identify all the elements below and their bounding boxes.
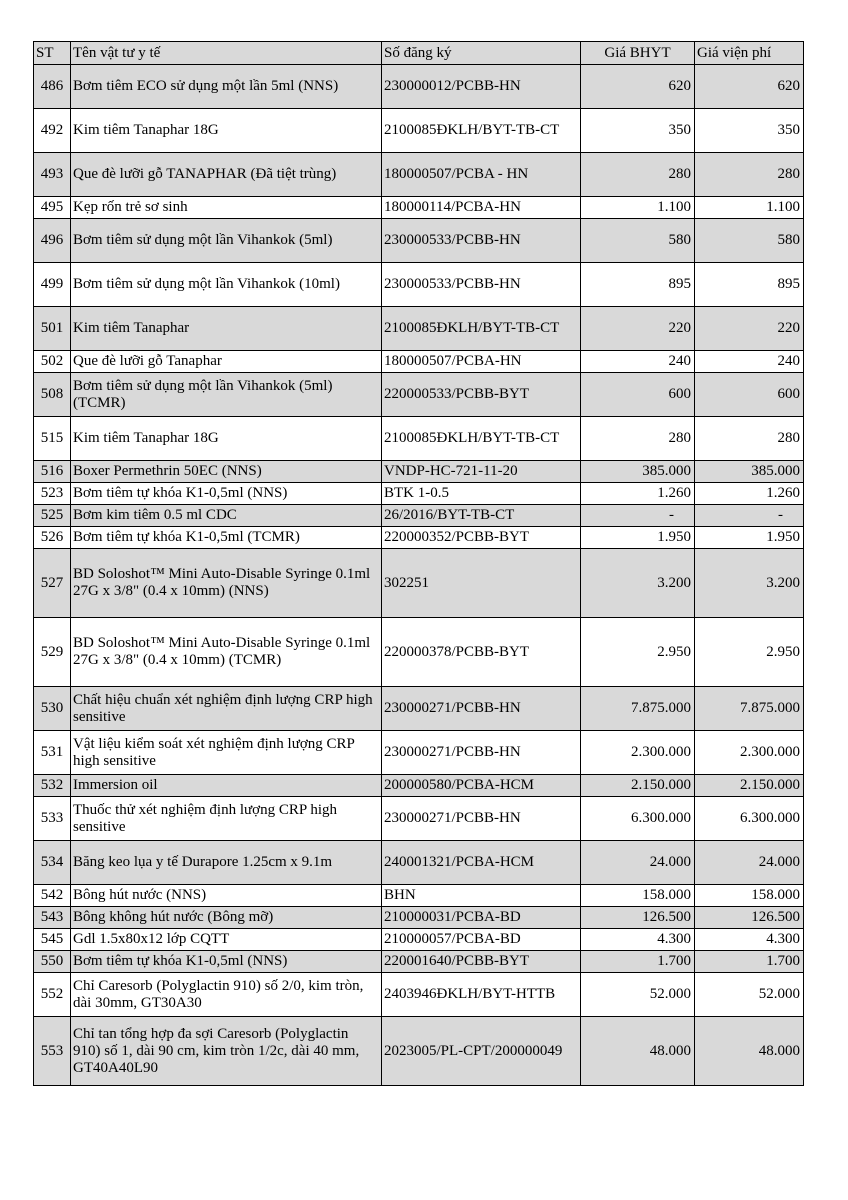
table-row [34, 505, 804, 527]
row-hospital-price-cell: 6.300.000 [695, 797, 804, 841]
row-stt-cell: 532 [34, 775, 71, 797]
row-name-cell: Chất hiệu chuẩn xét nghiệm định lượng CRP high sensitive [71, 687, 382, 731]
row-hospital-price-cell: 600 [695, 373, 804, 417]
table-row [34, 307, 804, 351]
table-row [34, 65, 804, 109]
table-row [34, 197, 804, 219]
row-bhyt-price-cell: 2.950 [581, 618, 695, 687]
table-row [34, 885, 804, 907]
row-registration-cell: 200000580/PCBA-HCM [382, 775, 581, 797]
row-bhyt-price-cell: 350 [581, 109, 695, 153]
row-registration-cell: VNDP-HC-721-11-20 [382, 461, 581, 483]
table-row [34, 373, 804, 417]
row-name-cell: Bơm tiêm sử dụng một lần Vihankok (5ml) [71, 219, 382, 263]
row-hospital-price-cell: 7.875.000 [695, 687, 804, 731]
row-bhyt-price-cell: 6.300.000 [581, 797, 695, 841]
table-body [34, 65, 804, 1086]
row-hospital-price-cell: 24.000 [695, 841, 804, 885]
table-row [34, 775, 804, 797]
row-bhyt-price-cell: 2.300.000 [581, 731, 695, 775]
row-hospital-price-cell: 126.500 [695, 907, 804, 929]
row-stt-cell: 545 [34, 929, 71, 951]
table-row [34, 109, 804, 153]
col-header-bhyt-price: Giá BHYT [581, 42, 695, 65]
row-bhyt-price-cell: 580 [581, 219, 695, 263]
row-name-cell: Kẹp rốn trẻ sơ sinh [71, 197, 382, 219]
row-registration-cell: 220000533/PCBB-BYT [382, 373, 581, 417]
row-hospital-price-cell: 350 [695, 109, 804, 153]
row-stt-cell: 523 [34, 483, 71, 505]
row-stt-cell: 542 [34, 885, 71, 907]
row-hospital-price-cell: 385.000 [695, 461, 804, 483]
row-stt-cell: 515 [34, 417, 71, 461]
row-stt-cell: 527 [34, 549, 71, 618]
row-name-cell: Kim tiêm Tanaphar [71, 307, 382, 351]
row-stt-cell: 533 [34, 797, 71, 841]
row-bhyt-price-cell: 895 [581, 263, 695, 307]
row-registration-cell: 230000271/PCBB-HN [382, 731, 581, 775]
table-row [34, 929, 804, 951]
row-name-cell: Que đè lưỡi gỗ TANAPHAR (Đã tiệt trùng) [71, 153, 382, 197]
row-registration-cell: 230000533/PCBB-HN [382, 263, 581, 307]
table-row [34, 263, 804, 307]
row-registration-cell: 302251 [382, 549, 581, 618]
row-name-cell: BD Soloshot™ Mini Auto-Disable Syringe 0.1ml 27G x 3/8" (0.4 x 10mm) (TCMR) [71, 618, 382, 687]
row-name-cell: Bơm tiêm tự khóa K1-0,5ml (NNS) [71, 951, 382, 973]
row-bhyt-price-cell: 4.300 [581, 929, 695, 951]
row-name-cell: Bơm tiêm sử dụng một lần Vihankok (10ml) [71, 263, 382, 307]
row-name-cell: Boxer Permethrin 50EC (NNS) [71, 461, 382, 483]
row-registration-cell: 2100085ĐKLH/BYT-TB-CT [382, 417, 581, 461]
row-stt-cell: 495 [34, 197, 71, 219]
table-row [34, 951, 804, 973]
row-hospital-price-cell: - [695, 505, 804, 527]
row-name-cell: Bơm tiêm ECO sử dụng một lần 5ml (NNS) [71, 65, 382, 109]
row-hospital-price-cell: 1.950 [695, 527, 804, 549]
row-hospital-price-cell: 52.000 [695, 973, 804, 1017]
row-registration-cell: 230000533/PCBB-HN [382, 219, 581, 263]
row-registration-cell: 180000507/PCBA - HN [382, 153, 581, 197]
row-stt-cell: 525 [34, 505, 71, 527]
row-hospital-price-cell: 280 [695, 417, 804, 461]
row-hospital-price-cell: 580 [695, 219, 804, 263]
row-stt-cell: 499 [34, 263, 71, 307]
row-registration-cell: 230000271/PCBB-HN [382, 687, 581, 731]
row-bhyt-price-cell: 52.000 [581, 973, 695, 1017]
row-bhyt-price-cell: 280 [581, 417, 695, 461]
row-stt-cell: 553 [34, 1017, 71, 1086]
row-registration-cell: 180000114/PCBA-HN [382, 197, 581, 219]
row-name-cell: Bơm tiêm tự khóa K1-0,5ml (TCMR) [71, 527, 382, 549]
row-stt-cell: 530 [34, 687, 71, 731]
table-row [34, 153, 804, 197]
row-registration-cell: 2023005/PL-CPT/200000049 [382, 1017, 581, 1086]
row-name-cell: Bơm tiêm tự khóa K1-0,5ml (NNS) [71, 483, 382, 505]
row-hospital-price-cell: 1.260 [695, 483, 804, 505]
row-hospital-price-cell: 48.000 [695, 1017, 804, 1086]
col-header-registration: Số đăng ký [382, 42, 581, 65]
table-row [34, 618, 804, 687]
row-bhyt-price-cell: 220 [581, 307, 695, 351]
row-hospital-price-cell: 3.200 [695, 549, 804, 618]
row-stt-cell: 543 [34, 907, 71, 929]
row-stt-cell: 550 [34, 951, 71, 973]
table-row [34, 461, 804, 483]
row-name-cell: BD Soloshot™ Mini Auto-Disable Syringe 0.1ml 27G x 3/8" (0.4 x 10mm) (NNS) [71, 549, 382, 618]
row-name-cell: Bông hút nước (NNS) [71, 885, 382, 907]
row-registration-cell: 240001321/PCBA-HCM [382, 841, 581, 885]
row-stt-cell: 496 [34, 219, 71, 263]
row-stt-cell: 516 [34, 461, 71, 483]
row-name-cell: Vật liệu kiểm soát xét nghiệm định lượng CRP high sensitive [71, 731, 382, 775]
table-row [34, 527, 804, 549]
row-stt-cell: 526 [34, 527, 71, 549]
row-bhyt-price-cell: 1.700 [581, 951, 695, 973]
table-row [34, 907, 804, 929]
table-row [34, 417, 804, 461]
row-registration-cell: 230000012/PCBB-HN [382, 65, 581, 109]
row-bhyt-price-cell: 240 [581, 351, 695, 373]
row-registration-cell: 230000271/PCBB-HN [382, 797, 581, 841]
row-name-cell: Kim tiêm Tanaphar 18G [71, 109, 382, 153]
row-registration-cell: 2100085ĐKLH/BYT-TB-CT [382, 109, 581, 153]
row-bhyt-price-cell: 385.000 [581, 461, 695, 483]
row-hospital-price-cell: 2.150.000 [695, 775, 804, 797]
row-name-cell: Chỉ Caresorb (Polyglactin 910) số 2/0, kim tròn, dài 30mm, GT30A30 [71, 973, 382, 1017]
header-row [34, 42, 804, 65]
row-hospital-price-cell: 895 [695, 263, 804, 307]
row-bhyt-price-cell: 620 [581, 65, 695, 109]
row-bhyt-price-cell: 1.260 [581, 483, 695, 505]
row-bhyt-price-cell: 126.500 [581, 907, 695, 929]
row-bhyt-price-cell: 1.100 [581, 197, 695, 219]
row-registration-cell: 220000352/PCBB-BYT [382, 527, 581, 549]
row-hospital-price-cell: 280 [695, 153, 804, 197]
row-stt-cell: 552 [34, 973, 71, 1017]
row-bhyt-price-cell: 2.150.000 [581, 775, 695, 797]
row-name-cell: Chỉ tan tổng hợp đa sợi Caresorb (Polyglactin 910) số 1, dài 90 cm, kim tròn 1/2c, dài 40 mm, GT40A40L90 [71, 1017, 382, 1086]
row-hospital-price-cell: 2.950 [695, 618, 804, 687]
row-stt-cell: 486 [34, 65, 71, 109]
row-stt-cell: 508 [34, 373, 71, 417]
table-row [34, 841, 804, 885]
table-row [34, 483, 804, 505]
table-row [34, 687, 804, 731]
row-registration-cell: 220001640/PCBB-BYT [382, 951, 581, 973]
row-bhyt-price-cell: - [581, 505, 695, 527]
row-name-cell: Bơm tiêm sử dụng một lần Vihankok (5ml) (TCMR) [71, 373, 382, 417]
table-row [34, 549, 804, 618]
row-registration-cell: 2100085ĐKLH/BYT-TB-CT [382, 307, 581, 351]
row-registration-cell: 180000507/PCBA-HN [382, 351, 581, 373]
row-stt-cell: 493 [34, 153, 71, 197]
row-name-cell: Que đè lưỡi gỗ Tanaphar [71, 351, 382, 373]
row-stt-cell: 529 [34, 618, 71, 687]
row-registration-cell: BHN [382, 885, 581, 907]
row-registration-cell: BTK 1-0.5 [382, 483, 581, 505]
row-hospital-price-cell: 158.000 [695, 885, 804, 907]
col-header-name: Tên vật tư y tế [71, 42, 382, 65]
price-table [33, 41, 804, 1086]
row-registration-cell: 26/2016/BYT-TB-CT [382, 505, 581, 527]
row-hospital-price-cell: 1.100 [695, 197, 804, 219]
row-name-cell: Gdl 1.5x80x12 lớp CQTT [71, 929, 382, 951]
row-stt-cell: 501 [34, 307, 71, 351]
row-name-cell: Thuốc thử xét nghiệm định lượng CRP high sensitive [71, 797, 382, 841]
row-name-cell: Kim tiêm Tanaphar 18G [71, 417, 382, 461]
table-row [34, 731, 804, 775]
row-stt-cell: 502 [34, 351, 71, 373]
row-stt-cell: 531 [34, 731, 71, 775]
row-hospital-price-cell: 240 [695, 351, 804, 373]
table-header [34, 42, 804, 65]
table-row [34, 351, 804, 373]
row-hospital-price-cell: 4.300 [695, 929, 804, 951]
row-registration-cell: 210000057/PCBA-BD [382, 929, 581, 951]
col-header-hospital-price: Giá viện phí [695, 42, 804, 65]
row-name-cell: Immersion oil [71, 775, 382, 797]
row-bhyt-price-cell: 3.200 [581, 549, 695, 618]
row-hospital-price-cell: 620 [695, 65, 804, 109]
row-hospital-price-cell: 2.300.000 [695, 731, 804, 775]
row-name-cell: Băng keo lụa y tế Durapore 1.25cm x 9.1m [71, 841, 382, 885]
row-bhyt-price-cell: 158.000 [581, 885, 695, 907]
row-hospital-price-cell: 220 [695, 307, 804, 351]
row-bhyt-price-cell: 1.950 [581, 527, 695, 549]
row-bhyt-price-cell: 24.000 [581, 841, 695, 885]
row-bhyt-price-cell: 48.000 [581, 1017, 695, 1086]
table-row [34, 973, 804, 1017]
row-stt-cell: 492 [34, 109, 71, 153]
table-row [34, 797, 804, 841]
row-name-cell: Bơm kim tiêm 0.5 ml CDC [71, 505, 382, 527]
row-registration-cell: 210000031/PCBA-BD [382, 907, 581, 929]
row-registration-cell: 220000378/PCBB-BYT [382, 618, 581, 687]
row-name-cell: Bông không hút nước (Bông mỡ) [71, 907, 382, 929]
col-header-stt: ST [34, 42, 71, 65]
row-registration-cell: 2403946ĐKLH/BYT-HTTB [382, 973, 581, 1017]
row-hospital-price-cell: 1.700 [695, 951, 804, 973]
row-stt-cell: 534 [34, 841, 71, 885]
row-bhyt-price-cell: 7.875.000 [581, 687, 695, 731]
row-bhyt-price-cell: 280 [581, 153, 695, 197]
table-row [34, 219, 804, 263]
row-bhyt-price-cell: 600 [581, 373, 695, 417]
table-row [34, 1017, 804, 1086]
